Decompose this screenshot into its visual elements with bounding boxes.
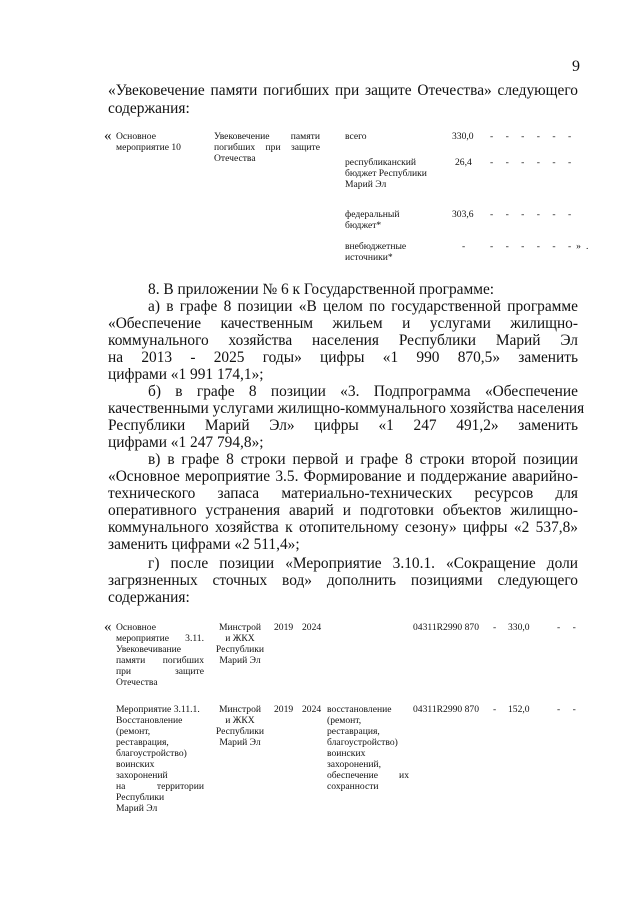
table2-name-line: реставрация, (116, 737, 169, 748)
paragraph-line: г) после позиции «Мероприятие 3.10.1. «Сокращение доли (148, 555, 578, 572)
paragraph-line: коммунального хозяйства к отопительному сезону» цифры «2 537,8» (108, 519, 578, 536)
end-year: 2024 (302, 622, 322, 633)
page-number: 9 (572, 58, 580, 75)
executor-line: Марий Эл (219, 737, 261, 748)
table2-name-line: Восстановление (116, 715, 183, 726)
executor-line: и ЖКХ (225, 715, 255, 726)
paragraph-line: коммунального хозяйства населения Республики Марий Эл (108, 332, 578, 349)
dash-cell: - (493, 704, 497, 715)
table2-name (116, 704, 204, 814)
result-line: восстановление (327, 704, 392, 715)
start-year: 2019 (274, 704, 294, 715)
executor-line: Минстрой (218, 704, 262, 715)
section-heading: 8. В приложении № 6 к Государственной программе: (148, 281, 495, 298)
funding-source (345, 241, 406, 263)
start-year: 2019 (274, 622, 294, 633)
end-year: 2024 (302, 704, 322, 715)
table2-executor (212, 704, 268, 748)
funding-amount: 330,0 (452, 131, 474, 142)
executor-line: Марий Эл (219, 655, 261, 666)
table1-title-line: погибших при защите (214, 142, 320, 153)
funding-source (345, 209, 400, 231)
paragraph-line: цифрами «1 991 174,1»; (108, 366, 264, 383)
table2-name-line: воинских (116, 759, 155, 770)
funding-source-line: внебюджетные (345, 241, 407, 252)
funding-amount: 330,0 (508, 622, 530, 633)
table2-name-line: благоустройство) (116, 748, 187, 759)
paragraph-line: на 2013 - 2025 годы» цифры «1 990 870,5» заменить (108, 349, 578, 366)
paragraph-line: оперативного устранения аварий и подготовки объектов жилищно- (108, 502, 578, 519)
table1-title-line: Увековечение памяти (214, 131, 320, 142)
paragraph-line: а) в графе 8 позиции «В целом по государственной программе (148, 298, 578, 315)
funding-source (345, 131, 367, 142)
result-line: воинских (327, 748, 366, 759)
paragraph-line: загрязненных сточных вод» дополнить позициями следующего (108, 572, 578, 589)
table2-executor (212, 622, 268, 666)
table2-name-line: при защите (116, 666, 204, 677)
open-quote: « (104, 128, 112, 144)
paragraph-line: «Основное мероприятие 3.5. Формирование и поддержание аварийно- (108, 468, 578, 485)
result-line: обеспечение их (327, 770, 409, 781)
table1-name (116, 131, 181, 153)
executor-line: Минстрой (218, 622, 262, 633)
table2-name-line: Республики (116, 792, 165, 803)
funding-dashes: - - - - - - (490, 131, 577, 142)
funding-dashes: - - - - - - (490, 209, 577, 220)
table2-name-line: (ремонт, (116, 726, 151, 737)
table2-name-line: Основное (116, 622, 156, 633)
paragraph-line: Республики Марий Эл» цифры «1 247 491,2» заменить (108, 417, 578, 434)
intro-line: «Увековечение памяти погибших при защите Отечества» следующего (108, 82, 578, 99)
paragraph-line: технического запаса материально-технических ресурсов для (108, 485, 578, 502)
funding-dashes: - - - - - -». (490, 241, 594, 252)
table2-name-line: Мероприятие 3.11.1. (116, 704, 200, 715)
funding-dashes: - - (557, 704, 581, 715)
funding-source-line: источники* (345, 252, 393, 263)
funding-source-line: республиканский (345, 157, 417, 168)
paragraph-line: в) в графе 8 строки первой и графе 8 строки второй позиции (148, 451, 578, 468)
result-line: (ремонт, (327, 715, 362, 726)
paragraph-line: качественными услугами жилищно-коммунального хозяйства населения (108, 400, 585, 417)
funding-source-line: Марий Эл (345, 179, 387, 190)
table2-name-line: Отечества (116, 677, 158, 688)
table2-name-line: памяти погибших (116, 655, 204, 666)
dash-cell: - (493, 622, 497, 633)
paragraph-line: заменить цифрами «2 511,4»; (108, 536, 300, 553)
open-quote: « (104, 619, 112, 635)
table2-name-line: на территории (116, 781, 204, 792)
result-line: захоронений, (327, 759, 382, 770)
table2-name-line: захоронений (116, 770, 168, 781)
budget-code: 04311R2990 870 (413, 622, 480, 633)
funding-amount: - (462, 241, 466, 252)
funding-amount: 26,4 (455, 157, 472, 168)
paragraph-line: цифрами «1 247 794,8»; (108, 434, 264, 451)
funding-source-line: бюджет Республики (345, 168, 427, 179)
funding-dashes: - - - - - - (490, 157, 577, 168)
funding-source (345, 157, 427, 190)
table1-name-line: Основное (116, 131, 156, 142)
executor-line: и ЖКХ (225, 633, 255, 644)
budget-code: 04311R2990 870 (413, 704, 480, 715)
table1-title-line: Отечества (214, 153, 256, 164)
funding-source-line: федеральный (345, 209, 400, 220)
funding-amount: 303,6 (452, 209, 474, 220)
expected-result (327, 704, 409, 792)
table2-name-line: Марий Эл (116, 803, 158, 814)
table2-name (116, 622, 204, 688)
table2-name-line: Увековечивание (116, 644, 182, 655)
paragraph-line: «Обеспечение качественным жильем и услугами жилищно- (108, 315, 578, 332)
funding-dashes: - - (557, 622, 581, 633)
executor-line: Республики (215, 644, 265, 655)
result-line: реставрация, (327, 726, 380, 737)
intro-line: содержания: (108, 100, 190, 117)
funding-source-line: всего (345, 131, 367, 142)
table1-name-line: мероприятие 10 (116, 142, 181, 153)
funding-source-line: бюджет* (345, 220, 382, 231)
funding-amount: 152,0 (508, 704, 530, 715)
executor-line: Республики (215, 726, 265, 737)
table2-name-line: мероприятие 3.11. (116, 633, 204, 644)
paragraph-line: содержания: (108, 589, 190, 606)
table1-title (214, 131, 320, 164)
result-line: благоустройство) (327, 737, 398, 748)
result-line: сохранности (327, 781, 379, 792)
paragraph-line: б) в графе 8 позиции «3. Подпрограмма «Обеспечение (148, 383, 578, 400)
